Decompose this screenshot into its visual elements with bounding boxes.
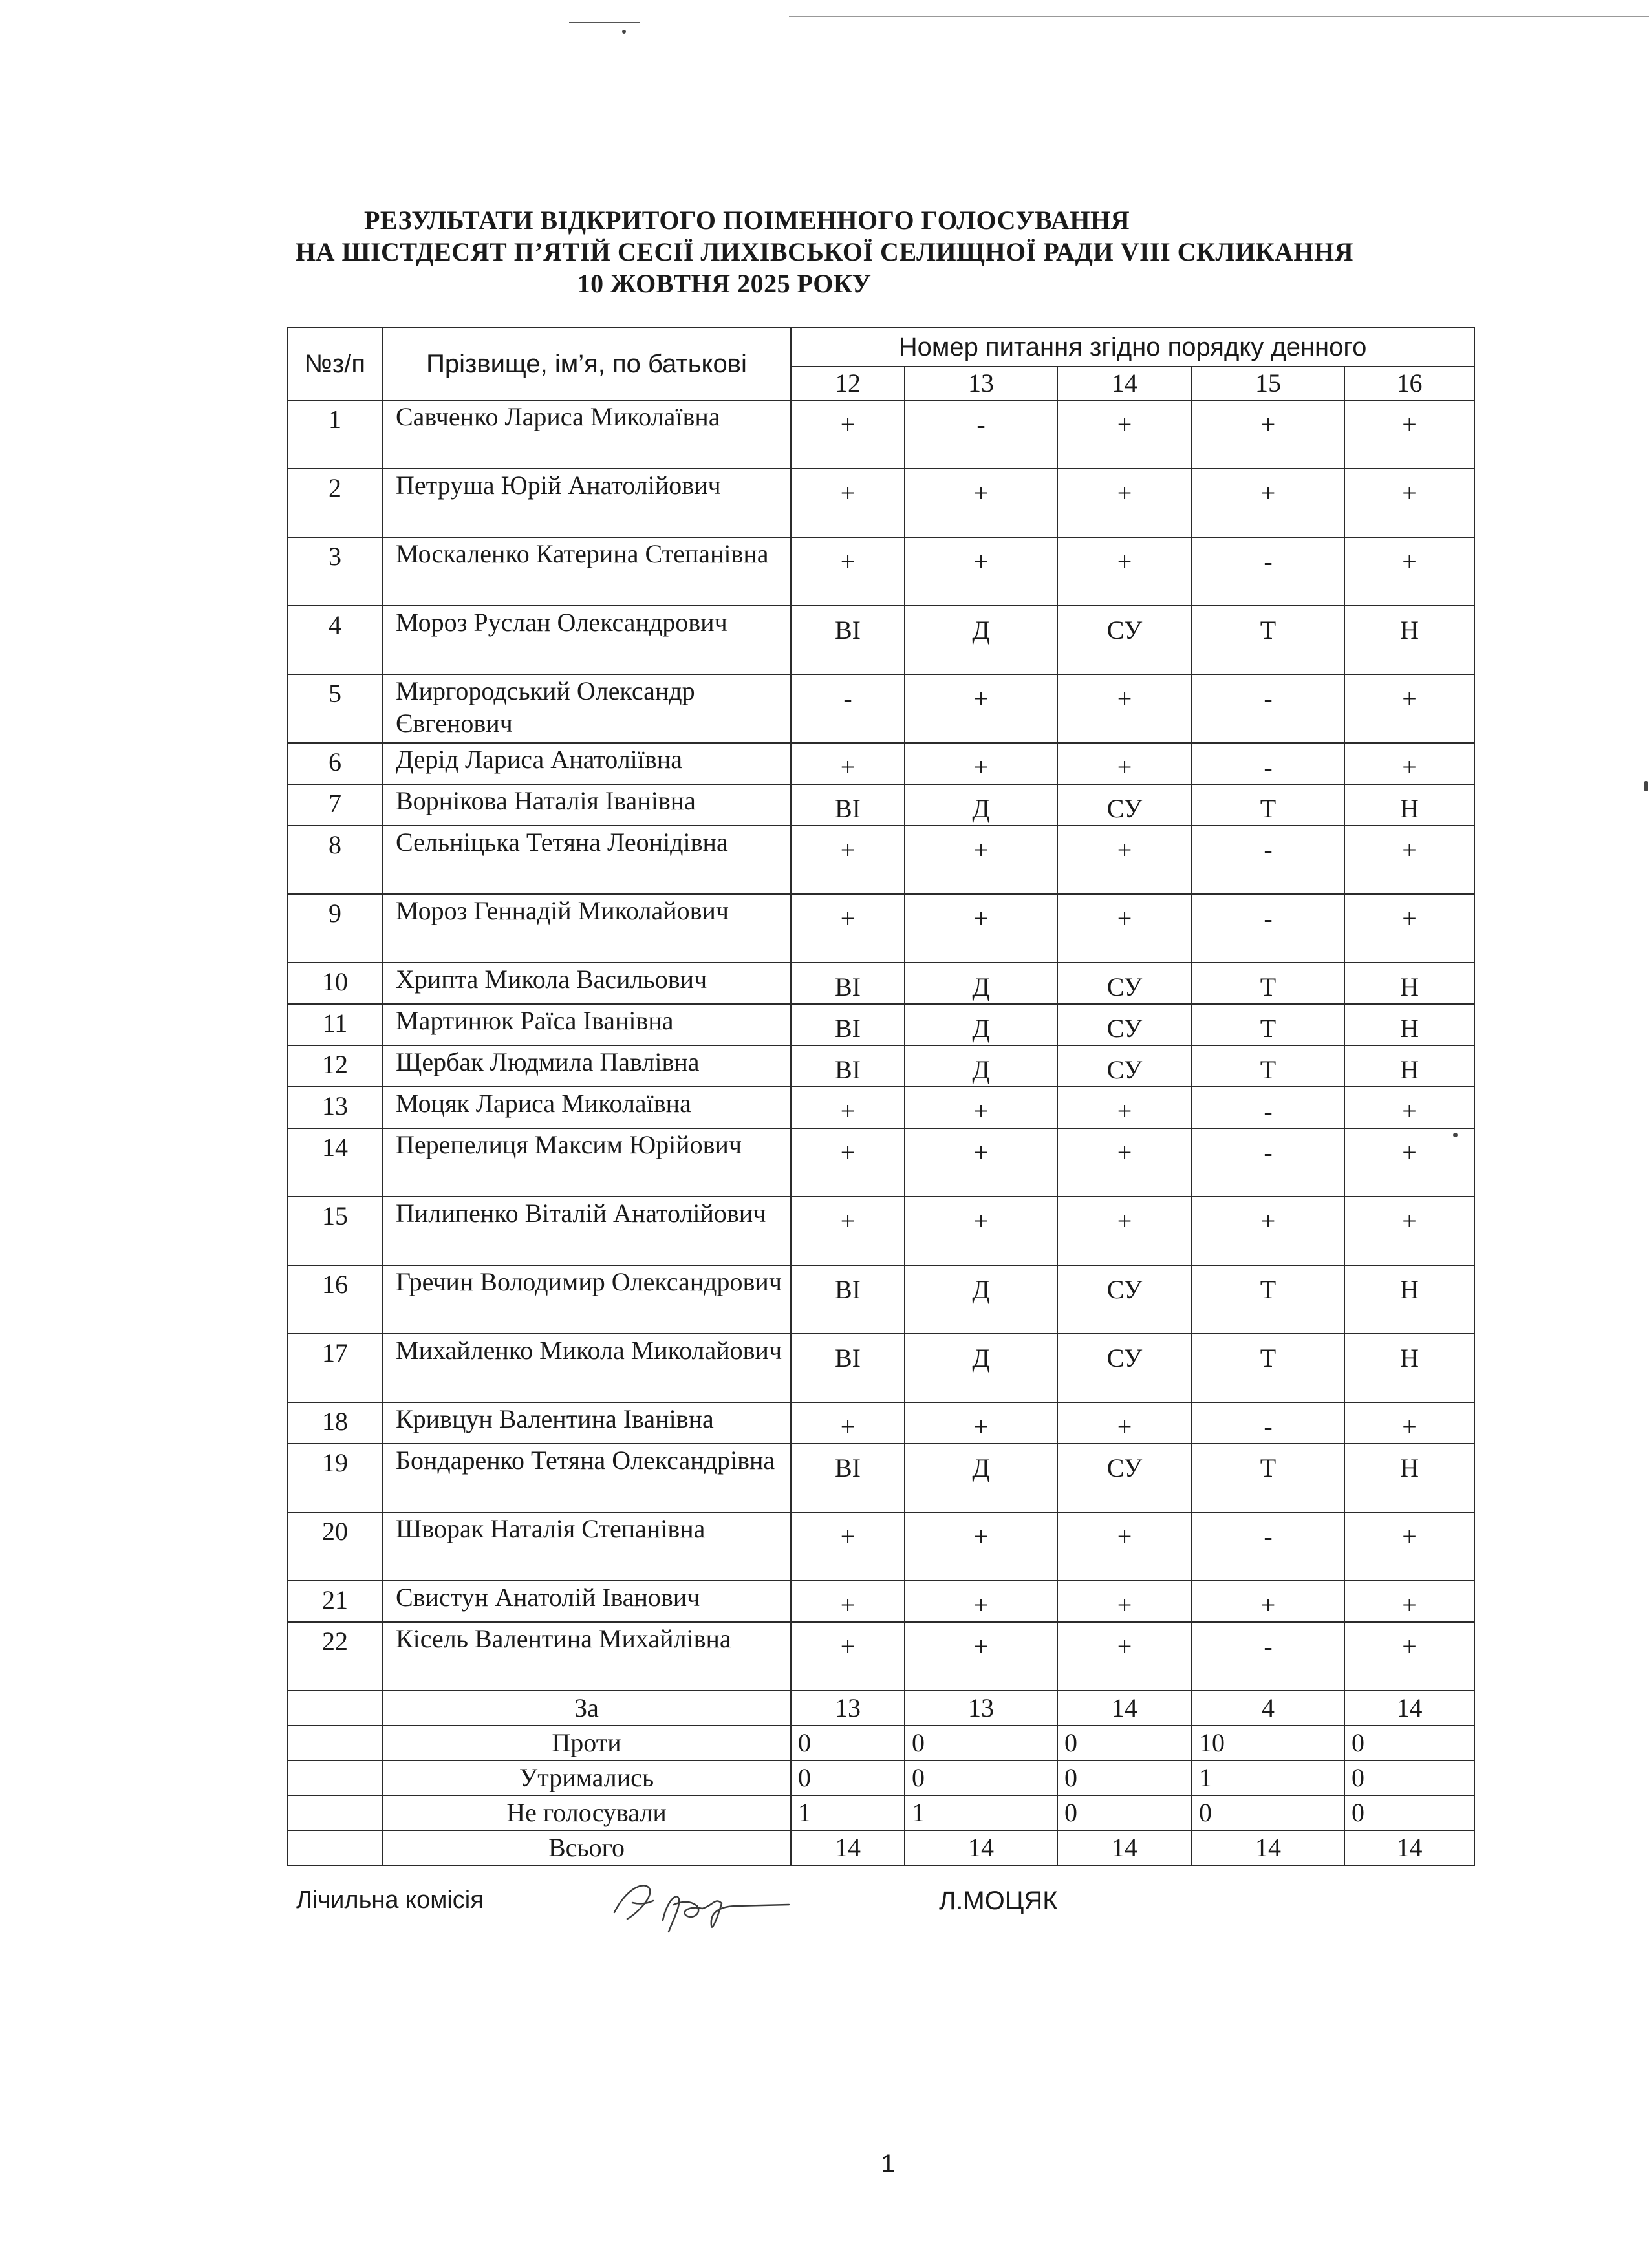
vote-cell: + <box>791 1581 905 1622</box>
summary-empty-cell <box>288 1795 382 1830</box>
scan-artifact-line <box>789 16 1649 17</box>
vote-cell: Т <box>1192 1265 1344 1334</box>
vote-cell: + <box>1057 1087 1192 1128</box>
vote-cell: + <box>1344 674 1474 743</box>
vote-cell: + <box>1192 400 1344 469</box>
row-number: 12 <box>288 1045 382 1087</box>
vote-cell: ВІ <box>791 1045 905 1087</box>
page-number: 1 <box>881 2150 896 2178</box>
table-row <box>288 1581 1474 1622</box>
summary-label: Всього <box>382 1830 791 1865</box>
row-number: 14 <box>288 1128 382 1197</box>
row-number: 16 <box>288 1265 382 1334</box>
table-row <box>288 784 1474 826</box>
table-row <box>288 826 1474 894</box>
summary-label: За <box>382 1691 791 1726</box>
header-number: №з/п <box>288 328 382 400</box>
summary-value: 14 <box>905 1830 1057 1865</box>
vote-cell: + <box>905 1197 1057 1265</box>
vote-cell: Д <box>905 1004 1057 1045</box>
vote-cell: + <box>905 537 1057 606</box>
summary-row <box>288 1795 1474 1830</box>
member-name: Мороз Геннадій Миколайович <box>382 894 791 963</box>
summary-row <box>288 1830 1474 1865</box>
row-number: 10 <box>288 963 382 1004</box>
vote-cell: Н <box>1344 963 1474 1004</box>
table-row <box>288 537 1474 606</box>
vote-cell: + <box>1344 1128 1474 1197</box>
header-question: 16 <box>1344 367 1474 400</box>
vote-cell: + <box>791 1402 905 1444</box>
member-name: Миргородський Олександр Євгенович <box>382 674 791 743</box>
table-row <box>288 894 1474 963</box>
table-row <box>288 606 1474 674</box>
table-row <box>288 469 1474 537</box>
vote-cell: + <box>905 1128 1057 1197</box>
table-row <box>288 674 1474 743</box>
table-row <box>288 400 1474 469</box>
summary-value: 14 <box>1344 1830 1474 1865</box>
vote-cell: + <box>791 1512 905 1581</box>
summary-empty-cell <box>288 1830 382 1865</box>
vote-cell: + <box>1057 674 1192 743</box>
vote-cell: - <box>1192 1087 1344 1128</box>
scan-artifact-line <box>569 22 640 23</box>
vote-cell: + <box>1057 1622 1192 1691</box>
header-question-group: Номер питання згідно порядку денного <box>791 328 1474 367</box>
table-row <box>288 963 1474 1004</box>
vote-cell: + <box>791 1197 905 1265</box>
vote-cell: + <box>905 894 1057 963</box>
vote-cell: Н <box>1344 1444 1474 1512</box>
summary-value: 0 <box>1057 1795 1192 1830</box>
summary-label: Утримались <box>382 1760 791 1795</box>
vote-cell: + <box>1344 826 1474 894</box>
vote-cell: - <box>905 400 1057 469</box>
vote-cell: + <box>791 537 905 606</box>
table-row <box>288 1402 1474 1444</box>
row-number: 22 <box>288 1622 382 1691</box>
vote-cell: - <box>1192 1512 1344 1581</box>
summary-value: 0 <box>791 1726 905 1760</box>
vote-cell: + <box>1344 1512 1474 1581</box>
vote-cell: Н <box>1344 784 1474 826</box>
table-row <box>288 1265 1474 1334</box>
vote-cell: + <box>791 1128 905 1197</box>
vote-cell: - <box>1192 826 1344 894</box>
vote-cell: Д <box>905 784 1057 826</box>
vote-cell: Н <box>1344 1004 1474 1045</box>
vote-cell: + <box>1057 1512 1192 1581</box>
table-row <box>288 1622 1474 1691</box>
summary-value: 1 <box>905 1795 1057 1830</box>
vote-cell: - <box>791 674 905 743</box>
vote-cell: + <box>1192 1197 1344 1265</box>
vote-cell: + <box>1344 1087 1474 1128</box>
member-name: Петруша Юрій Анатолійович <box>382 469 791 537</box>
vote-cell: ВІ <box>791 606 905 674</box>
row-number: 20 <box>288 1512 382 1581</box>
title-line-3: 10 ЖОВТНЯ 2025 РОКУ <box>577 269 872 298</box>
vote-cell: СУ <box>1057 1334 1192 1402</box>
vote-cell: СУ <box>1057 1444 1192 1512</box>
header-question: 15 <box>1192 367 1344 400</box>
signature <box>601 1867 815 1945</box>
vote-cell: + <box>1057 894 1192 963</box>
summary-value: 1 <box>1192 1760 1344 1795</box>
member-name: Кривцун Валентина Іванівна <box>382 1402 791 1444</box>
vote-cell: ВІ <box>791 963 905 1004</box>
document-title <box>0 204 1649 299</box>
summary-row <box>288 1691 1474 1726</box>
vote-cell: Н <box>1344 606 1474 674</box>
vote-cell: + <box>1057 743 1192 784</box>
summary-row <box>288 1726 1474 1760</box>
header-row <box>288 328 1474 367</box>
row-number: 21 <box>288 1581 382 1622</box>
vote-cell: + <box>791 894 905 963</box>
vote-cell: + <box>905 1087 1057 1128</box>
summary-value: 0 <box>1344 1760 1474 1795</box>
vote-cell: - <box>1192 537 1344 606</box>
vote-cell: + <box>791 826 905 894</box>
vote-cell: - <box>1192 894 1344 963</box>
header-name: Прізвище, ім’я, по батькові <box>382 328 791 400</box>
table-row <box>288 1444 1474 1512</box>
vote-cell: + <box>1344 1581 1474 1622</box>
row-number: 3 <box>288 537 382 606</box>
row-number: 17 <box>288 1334 382 1402</box>
vote-cell: Т <box>1192 1334 1344 1402</box>
vote-cell: + <box>1344 743 1474 784</box>
vote-cell: СУ <box>1057 784 1192 826</box>
row-number: 4 <box>288 606 382 674</box>
member-name: Москаленко Катерина Степанівна <box>382 537 791 606</box>
row-number: 6 <box>288 743 382 784</box>
scan-artifact-dot <box>1644 781 1648 791</box>
vote-cell: ВІ <box>791 1334 905 1402</box>
member-name: Михайленко Микола Миколайович <box>382 1334 791 1402</box>
member-name: Бондаренко Тетяна Олександрівна <box>382 1444 791 1512</box>
vote-cell: + <box>905 743 1057 784</box>
vote-cell: - <box>1192 1128 1344 1197</box>
vote-cell: + <box>1344 1402 1474 1444</box>
vote-cell: Д <box>905 1334 1057 1402</box>
commission-label: Лічильна комісія <box>296 1887 484 1914</box>
vote-cell: + <box>905 1512 1057 1581</box>
summary-value: 14 <box>1057 1691 1192 1726</box>
summary-value: 14 <box>1192 1830 1344 1865</box>
summary-value: 13 <box>791 1691 905 1726</box>
row-number: 1 <box>288 400 382 469</box>
vote-cell: - <box>1192 674 1344 743</box>
summary-value: 0 <box>1057 1760 1192 1795</box>
vote-cell: Д <box>905 606 1057 674</box>
table-row <box>288 1334 1474 1402</box>
vote-cell: + <box>1057 537 1192 606</box>
member-name: Дерід Лариса Анатоліївна <box>382 743 791 784</box>
summary-label: Проти <box>382 1726 791 1760</box>
vote-cell: СУ <box>1057 1265 1192 1334</box>
vote-cell: Н <box>1344 1045 1474 1087</box>
summary-empty-cell <box>288 1726 382 1760</box>
vote-cell: СУ <box>1057 1045 1192 1087</box>
vote-cell: ВІ <box>791 1004 905 1045</box>
header-question: 13 <box>905 367 1057 400</box>
vote-cell: + <box>1057 400 1192 469</box>
row-number: 9 <box>288 894 382 963</box>
row-number: 19 <box>288 1444 382 1512</box>
vote-cell: + <box>1057 1402 1192 1444</box>
header-question: 14 <box>1057 367 1192 400</box>
vote-cell: + <box>791 1087 905 1128</box>
summary-value: 14 <box>1057 1830 1192 1865</box>
row-number: 15 <box>288 1197 382 1265</box>
vote-cell: Д <box>905 1444 1057 1512</box>
vote-cell: + <box>1192 1581 1344 1622</box>
vote-cell: + <box>1344 1622 1474 1691</box>
member-name: Кісель Валентина Михайлівна <box>382 1622 791 1691</box>
vote-cell: Д <box>905 963 1057 1004</box>
summary-value: 0 <box>905 1726 1057 1760</box>
member-name: Шворак Наталія Степанівна <box>382 1512 791 1581</box>
vote-cell: + <box>791 743 905 784</box>
summary-value: 0 <box>1344 1795 1474 1830</box>
vote-cell: + <box>1344 400 1474 469</box>
vote-cell: + <box>1344 1197 1474 1265</box>
vote-cell: + <box>905 1581 1057 1622</box>
row-number: 18 <box>288 1402 382 1444</box>
vote-cell: + <box>1057 469 1192 537</box>
vote-cell: Т <box>1192 1045 1344 1087</box>
scan-artifact-dot <box>622 30 626 34</box>
title-line-2: НА ШІСТДЕСЯТ П’ЯТІЙ СЕСІЇ ЛИХІВСЬКОЇ СЕЛИЩНОЇ РАДИ VIII СКЛИКАННЯ <box>296 237 1353 266</box>
title-line-1: РЕЗУЛЬТАТИ ВІДКРИТОГО ПОІМЕННОГО ГОЛОСУВАННЯ <box>363 206 1130 235</box>
row-number: 13 <box>288 1087 382 1128</box>
member-name: Хрипта Микола Васильович <box>382 963 791 1004</box>
vote-cell: + <box>905 826 1057 894</box>
table-row <box>288 743 1474 784</box>
member-name: Ворнікова Наталія Іванівна <box>382 784 791 826</box>
row-number: 2 <box>288 469 382 537</box>
vote-cell: Т <box>1192 606 1344 674</box>
vote-cell: + <box>1344 537 1474 606</box>
member-name: Савченко Лариса Миколаївна <box>382 400 791 469</box>
vote-cell: + <box>1057 1128 1192 1197</box>
vote-cell: + <box>905 1402 1057 1444</box>
member-name: Сельніцька Тетяна Леонідівна <box>382 826 791 894</box>
row-number: 11 <box>288 1004 382 1045</box>
summary-value: 10 <box>1192 1726 1344 1760</box>
vote-cell: + <box>1057 826 1192 894</box>
vote-cell: Д <box>905 1265 1057 1334</box>
summary-value: 0 <box>905 1760 1057 1795</box>
vote-cell: Н <box>1344 1265 1474 1334</box>
summary-empty-cell <box>288 1760 382 1795</box>
summary-value: 4 <box>1192 1691 1344 1726</box>
summary-row <box>288 1760 1474 1795</box>
vote-cell: - <box>1192 1402 1344 1444</box>
vote-cell: ВІ <box>791 1265 905 1334</box>
vote-cell: + <box>1344 894 1474 963</box>
summary-value: 14 <box>1344 1691 1474 1726</box>
member-name: Пилипенко Віталій Анатолійович <box>382 1197 791 1265</box>
summary-value: 0 <box>1344 1726 1474 1760</box>
signatory-name: Л.МОЦЯК <box>939 1887 1058 1915</box>
vote-cell: Т <box>1192 1004 1344 1045</box>
vote-cell: + <box>1344 469 1474 537</box>
member-name: Свистун Анатолій Іванович <box>382 1581 791 1622</box>
vote-cell: + <box>905 469 1057 537</box>
table-row <box>288 1128 1474 1197</box>
vote-cell: Н <box>1344 1334 1474 1402</box>
summary-value: 1 <box>791 1795 905 1830</box>
vote-cell: Т <box>1192 963 1344 1004</box>
vote-cell: + <box>1057 1197 1192 1265</box>
summary-value: 0 <box>1192 1795 1344 1830</box>
table-row <box>288 1512 1474 1581</box>
vote-cell: + <box>905 674 1057 743</box>
table-row <box>288 1045 1474 1087</box>
vote-cell: Т <box>1192 1444 1344 1512</box>
member-name: Мартинюк Раїса Іванівна <box>382 1004 791 1045</box>
vote-cell: СУ <box>1057 963 1192 1004</box>
row-number: 8 <box>288 826 382 894</box>
member-name: Щербак Людмила Павлівна <box>382 1045 791 1087</box>
summary-value: 13 <box>905 1691 1057 1726</box>
vote-cell: - <box>1192 743 1344 784</box>
vote-cell: + <box>1057 1581 1192 1622</box>
vote-cell: - <box>1192 1622 1344 1691</box>
vote-cell: Т <box>1192 784 1344 826</box>
table-row <box>288 1004 1474 1045</box>
summary-empty-cell <box>288 1691 382 1726</box>
vote-cell: + <box>905 1622 1057 1691</box>
vote-cell: СУ <box>1057 1004 1192 1045</box>
member-name: Перепелиця Максим Юрійович <box>382 1128 791 1197</box>
vote-cell: ВІ <box>791 784 905 826</box>
member-name: Мороз Руслан Олександрович <box>382 606 791 674</box>
summary-value: 0 <box>1057 1726 1192 1760</box>
row-number: 5 <box>288 674 382 743</box>
vote-cell: + <box>791 469 905 537</box>
table-row <box>288 1087 1474 1128</box>
header-question: 12 <box>791 367 905 400</box>
row-number: 7 <box>288 784 382 826</box>
table-row <box>288 1197 1474 1265</box>
member-name: Гречин Володимир Олександрович <box>382 1265 791 1334</box>
vote-cell: ВІ <box>791 1444 905 1512</box>
vote-cell: Д <box>905 1045 1057 1087</box>
voting-results-table <box>287 327 1475 1866</box>
member-name: Моцяк Лариса Миколаївна <box>382 1087 791 1128</box>
summary-value: 14 <box>791 1830 905 1865</box>
vote-cell: СУ <box>1057 606 1192 674</box>
vote-cell: + <box>1192 469 1344 537</box>
summary-label: Не голосували <box>382 1795 791 1830</box>
vote-cell: + <box>791 1622 905 1691</box>
summary-value: 0 <box>791 1760 905 1795</box>
vote-cell: + <box>791 400 905 469</box>
